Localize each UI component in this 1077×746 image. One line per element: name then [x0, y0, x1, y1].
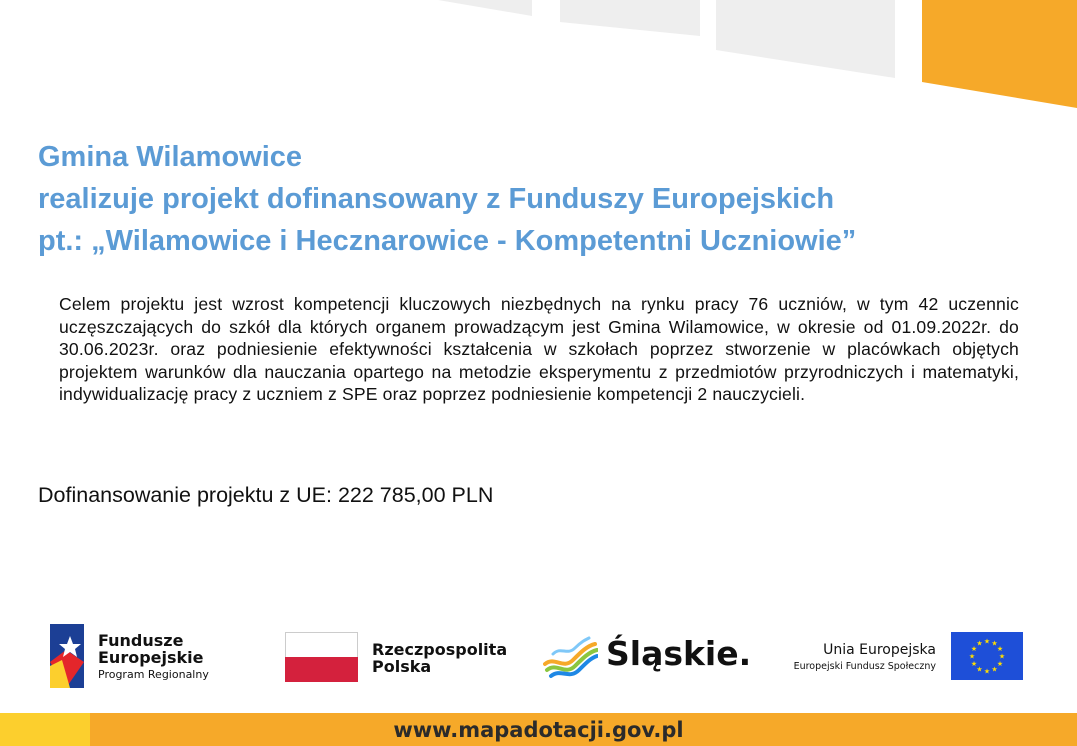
ue-line-1: Unia Europejska — [823, 642, 936, 658]
footer-url-link[interactable]: www.mapadotacji.gov.pl — [393, 718, 684, 742]
eu-star-icon: ★ — [983, 667, 991, 676]
eu-star-icon: ★ — [983, 637, 991, 646]
logo-bar — [0, 620, 1077, 700]
eu-star-icon: ★ — [991, 665, 998, 674]
deco-gray-shape-3 — [716, 0, 895, 78]
project-title — [38, 136, 856, 262]
header-decoration — [0, 0, 1077, 110]
eu-star-icon: ★ — [976, 639, 983, 648]
rzeczpospolita-polska-text — [372, 641, 507, 675]
eu-star-icon: ★ — [976, 665, 983, 674]
footer-bar — [0, 713, 1077, 746]
deco-orange-shape — [922, 0, 1077, 108]
fe-line-1: Fundusze — [98, 631, 184, 650]
slaskie-logo-icon — [543, 634, 598, 680]
fe-line-3: Program Regionalny — [98, 668, 209, 681]
ue-line-2: Europejski Fundusz Społeczny — [793, 661, 936, 672]
fundusze-europejskie-text — [98, 632, 209, 684]
fe-line-2: Europejskie — [98, 648, 204, 667]
eu-star-icon: ★ — [991, 639, 998, 648]
title-line-1: Gmina Wilamowice — [38, 141, 303, 173]
eu-star-icon: ★ — [996, 645, 1004, 653]
deco-gray-shape-2 — [560, 0, 700, 36]
slaskie-text: Śląskie. — [606, 634, 752, 673]
eu-star-icon: ★ — [970, 660, 978, 668]
unia-europejska-text — [794, 641, 936, 675]
funding-amount: Dofinansowanie projektu z UE: 222 785,00 PLN — [38, 483, 494, 507]
deco-gray-shape-1 — [438, 0, 532, 16]
title-line-2: realizuje projekt dofinansowany z Funduszy Europejskich — [38, 183, 835, 215]
fundusze-europejskie-logo — [46, 622, 88, 690]
eu-flag-icon — [951, 632, 1023, 680]
eu-star-icon: ★ — [998, 652, 1006, 661]
project-description: Celem projektu jest wzrost kompetencji kluczowych niezbędnych na rynku pracy 76 uczniów, w tym 42 uczennic uczęszczających do szkół dla których organem prowadzącym jest Gmina Wilamowice, w okresie od 01.09.2022r. do 30.06.2023r. oraz podniesienie efektywności kształcenia w szkołach poprzez stworzenie w placówkach objętych projektem warunków dla nauczania opartego na metodzie eksperymentu z przedmiotów przyrodniczych i matematyki, indywidualizację pracy z uczniem z SPE oraz poprzez podniesienie kompetencji 2 nauczycieli. — [59, 294, 1019, 405]
pl-line-1: Rzeczpospolita — [372, 640, 508, 659]
pl-line-2: Polska — [372, 657, 432, 676]
poland-flag-icon — [285, 632, 358, 682]
title-line-3: pt.: „Wilamowice i Hecznarowice - Kompetentni Uczniowie” — [38, 225, 857, 257]
eu-star-icon: ★ — [996, 660, 1004, 668]
eu-star-icon: ★ — [968, 652, 976, 661]
eu-star-icon: ★ — [970, 645, 978, 653]
